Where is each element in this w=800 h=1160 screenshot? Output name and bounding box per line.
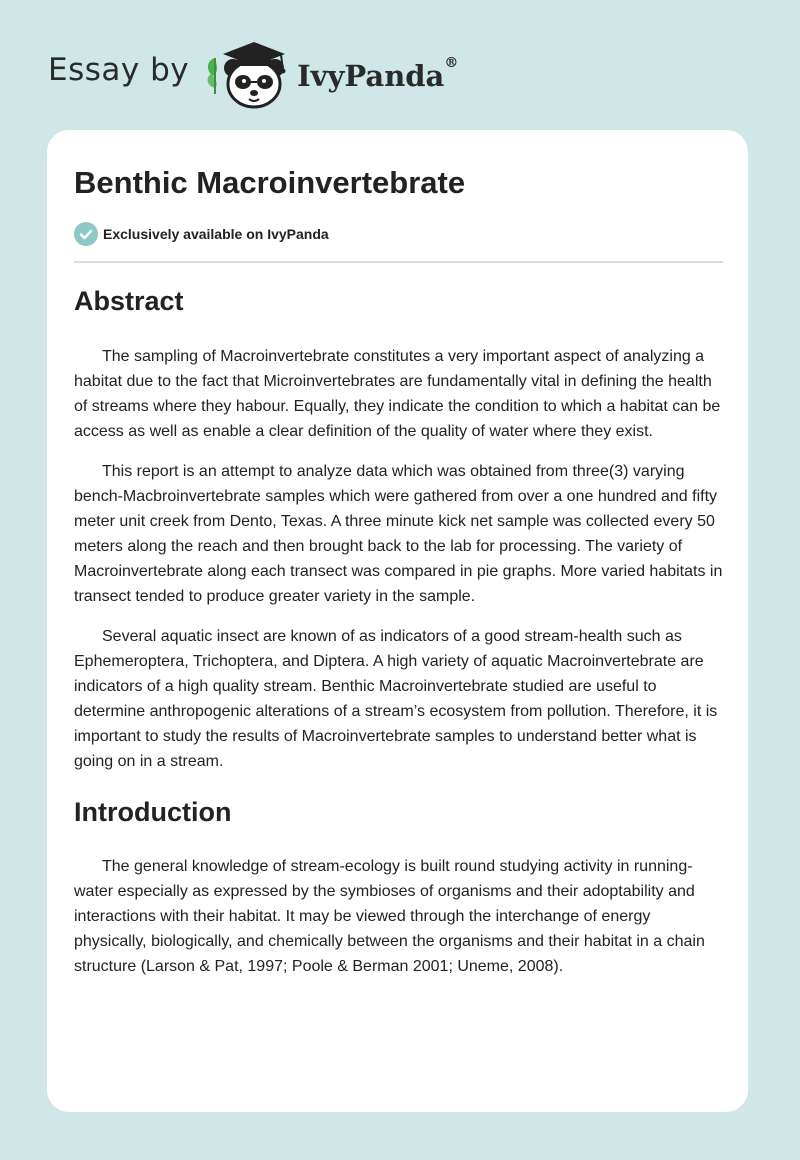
essay-body <box>74 282 724 979</box>
section-heading-abstract: Abstract <box>74 286 184 316</box>
ivypanda-logo-icon[interactable] <box>203 36 295 112</box>
introduction-paragraph: The general knowledge of stream-ecology is built round studying activity in running-water especially as expressed by the symbioses of organisms and their adoptability and interactions with their habitat. It may be viewed through the interchange of energy physically, biologically, and chemically between the organisms and their habitat in a chain structure (Larson & Pat, 1997; Poole & Berman 2001; Uneme, 2008). <box>74 858 705 975</box>
exclusive-badge <box>74 222 329 246</box>
ivypanda-brand[interactable] <box>297 55 459 93</box>
title-divider <box>74 261 723 263</box>
section-heading-introduction: Introduction <box>74 797 232 827</box>
site-header <box>48 36 458 112</box>
exclusive-badge-text: Exclusively available on IvyPanda <box>103 226 329 242</box>
essay-by-label: Essay by <box>48 52 190 88</box>
check-circle-icon <box>74 222 98 246</box>
abstract-paragraph: This report is an attempt to analyze data which was obtained from three(3) varying bench-Macbroinvertebrate samples which were gathered from over a one hundred and fifty meter unit creek from Dento, Texas. A three minute kick net sample was collected every 50 meters along the reach and then brought back to the lab for processing. The variety of Macroinvertebrate along each transect was compared in pie graphs. More varied habitats in transect tended to produce greater variety in the sample. <box>74 463 723 605</box>
brand-name: IvyPanda <box>297 59 445 93</box>
abstract-paragraph: Several aquatic insect are known of as indicators of a good stream-health such as Ephemeroptera, Trichoptera, and Diptera. A high variety of aquatic Macroinvertebrate are indicators of a high quality stream. Benthic Macroinvertebrate studied are useful to determine anthropogenic alterations of a stream’s ecosystem from pollution. Therefore, it is important to study the results of Macroinvertebrate samples to understand better what is going on in a stream. <box>74 628 718 770</box>
essay-title: Benthic Macroinvertebrate <box>74 165 466 200</box>
essay-card <box>47 130 748 1112</box>
abstract-paragraph: The sampling of Macroinvertebrate constitutes a very important aspect of analyzing a habitat due to the fact that Microinvertebrates are fundamentally vital in defining the health of streams where they habour. Equally, they indicate the condition to which a habitat can be access as well as enable a clear definition of the quality of water where they exist. <box>74 348 721 440</box>
registered-mark: ® <box>444 55 459 71</box>
